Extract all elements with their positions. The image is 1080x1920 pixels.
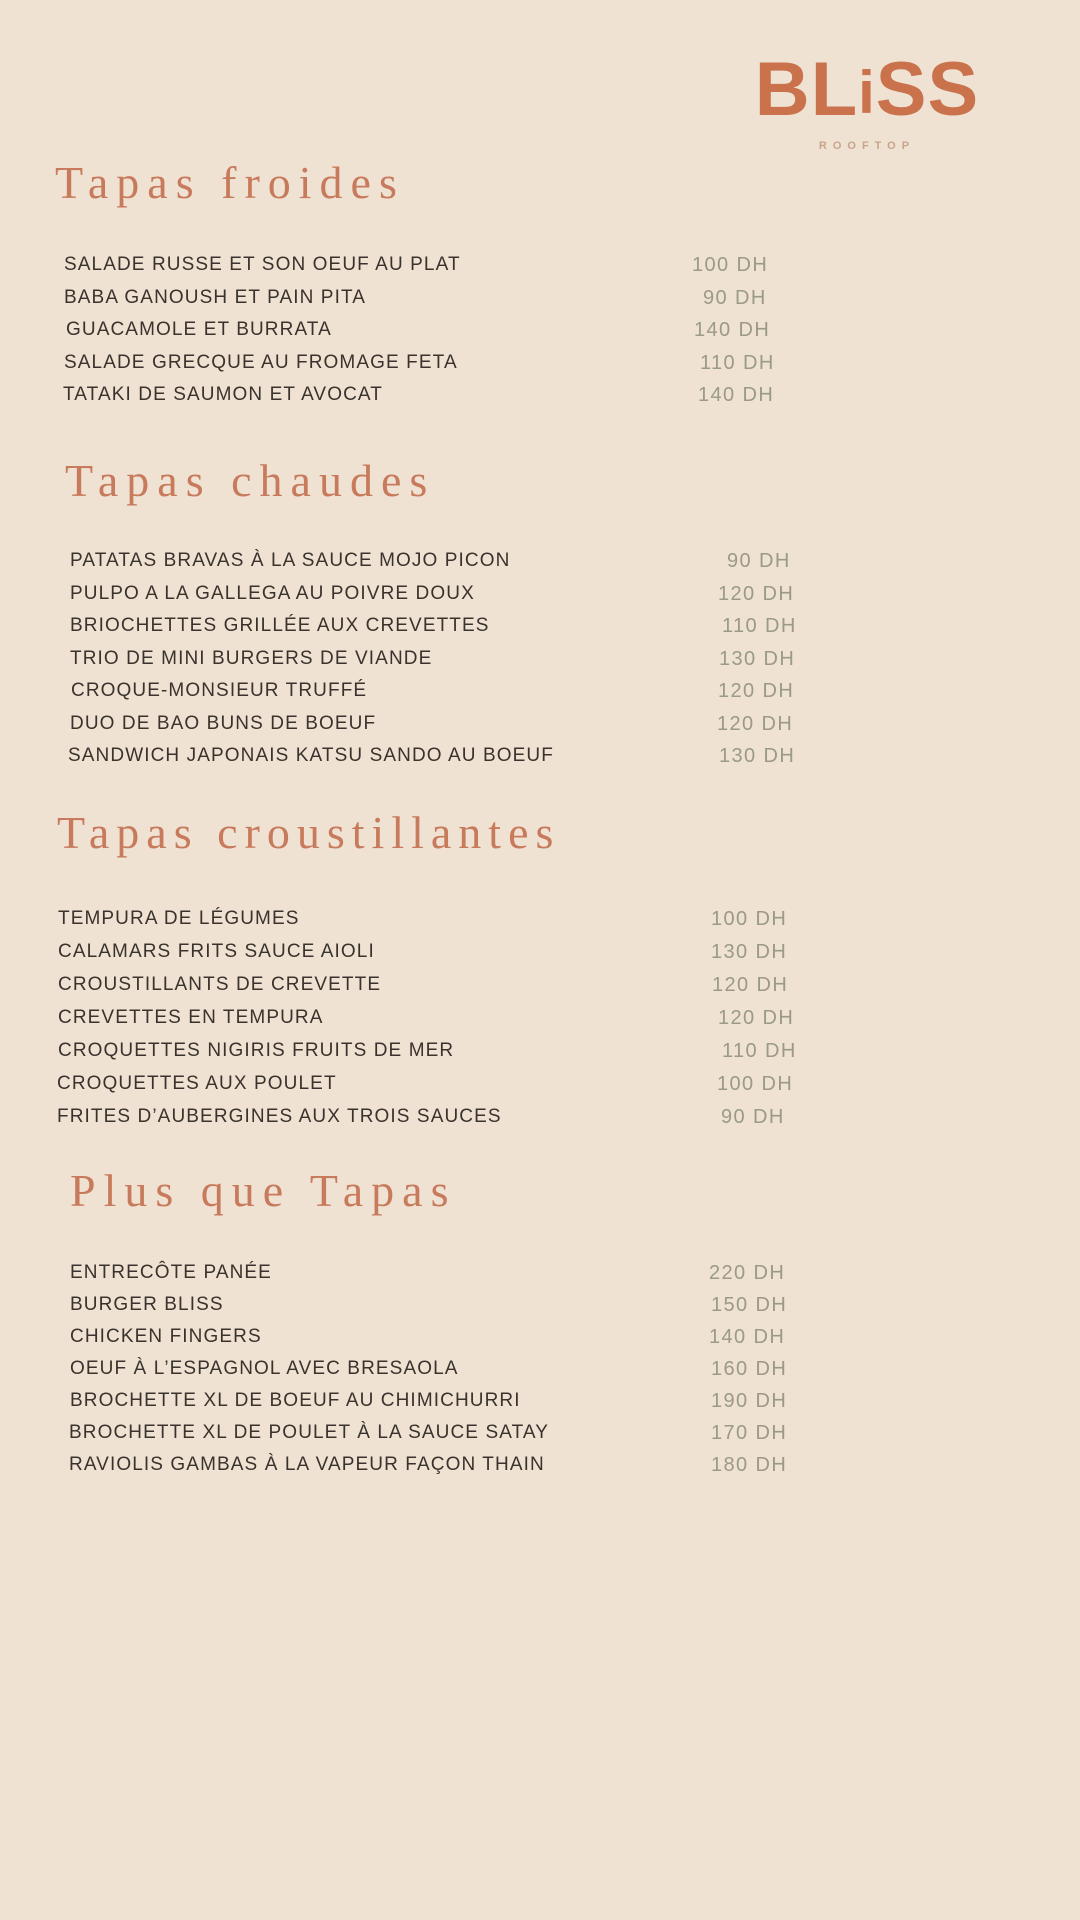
menu-item-row xyxy=(0,745,1080,778)
menu-item-name: GUACAMOLE ET BURRATA xyxy=(66,319,332,340)
menu-item-price: 130 DH xyxy=(711,941,788,963)
menu-item-name: CROUSTILLANTS DE CREVETTE xyxy=(58,974,382,995)
menu-item-list xyxy=(0,550,1080,778)
menu-item-row xyxy=(0,1358,1080,1390)
menu-item-price: 100 DH xyxy=(692,254,769,276)
menu-section-tapas-froides xyxy=(0,157,1080,417)
menu-item-price: 140 DH xyxy=(709,1326,786,1348)
menu-item-row xyxy=(0,583,1080,616)
menu-item-name: PATATAS BRAVAS À LA SAUCE MOJO PICON xyxy=(70,550,511,571)
menu-item-row xyxy=(0,1262,1080,1294)
menu-item-name: SALADE GRECQUE AU FROMAGE FETA xyxy=(64,351,458,373)
menu-item-price: 130 DH xyxy=(719,647,796,670)
menu-item-row xyxy=(0,319,1080,352)
menu-item-price: 90 DH xyxy=(721,1106,785,1128)
menu-item-name: RAVIOLIS GAMBAS À LA VAPEUR FAÇON THAIN xyxy=(69,1454,545,1475)
menu-item-list xyxy=(0,1262,1080,1486)
menu-item-row xyxy=(0,1106,1080,1139)
logo-letter-i: i xyxy=(858,59,876,126)
menu-item-name: CREVETTES EN TEMPURA xyxy=(58,1007,324,1028)
menu-item-name: SANDWICH JAPONAIS KATSU SANDO AU BOEUF xyxy=(68,745,554,766)
menu-item-price: 190 DH xyxy=(711,1390,788,1412)
menu-item-price: 110 DH xyxy=(722,615,797,637)
logo-letter-b: B xyxy=(754,47,811,132)
menu-item-price: 160 DH xyxy=(711,1358,788,1380)
menu-item-name: BABA GANOUSH ET PAIN PITA xyxy=(64,286,367,308)
menu-item-price: 90 DH xyxy=(727,550,791,572)
menu-item-name: CHICKEN FINGERS xyxy=(70,1326,262,1347)
menu-item-name: CALAMARS FRITS SAUCE AIOLI xyxy=(58,941,375,962)
menu-item-row xyxy=(0,1422,1080,1454)
section-heading: Plus que Tapas xyxy=(70,1165,457,1216)
menu-item-name: TATAKI DE SAUMON ET AVOCAT xyxy=(63,384,383,405)
menu-item-row xyxy=(0,713,1080,746)
menu-item-price: 130 DH xyxy=(719,745,796,767)
menu-item-list xyxy=(0,908,1080,1139)
menu-item-name: BROCHETTE XL DE BOEUF AU CHIMICHURRI xyxy=(70,1390,521,1411)
menu-item-row xyxy=(0,287,1080,320)
menu-item-price: 170 DH xyxy=(711,1422,788,1444)
menu-item-name: TEMPURA DE LÉGUMES xyxy=(58,908,300,929)
logo-subtitle: ROOFTOP xyxy=(818,140,916,152)
menu-item-price: 220 DH xyxy=(709,1262,786,1284)
menu-item-row xyxy=(0,1294,1080,1326)
menu-item-name: FRITES D’AUBERGINES AUX TROIS SAUCES xyxy=(57,1106,502,1127)
menu-item-row xyxy=(0,1040,1080,1073)
menu-section-tapas-chaudes xyxy=(0,455,1080,778)
menu-item-name: BROCHETTE XL DE POULET À LA SAUCE SATAY xyxy=(69,1422,550,1443)
menu-item-name: BURGER BLISS xyxy=(70,1294,224,1315)
menu-item-name: PULPO A LA GALLEGA AU POIVRE DOUX xyxy=(70,582,475,604)
menu-item-row xyxy=(0,648,1080,681)
section-heading: Tapas froides xyxy=(55,157,405,208)
menu-item-row xyxy=(0,550,1080,583)
menu-item-row xyxy=(0,615,1080,648)
logo-letter-l: L xyxy=(810,47,859,132)
logo-letter-s1: S xyxy=(875,47,928,132)
menu-item-name: BRIOCHETTES GRILLÉE AUX CREVETTES xyxy=(70,615,490,636)
menu-item-row xyxy=(0,384,1080,417)
menu-item-price: 120 DH xyxy=(718,582,795,605)
menu-item-name: DUO DE BAO BUNS DE BOEUF xyxy=(70,712,377,734)
menu-item-price: 180 DH xyxy=(711,1454,788,1476)
menu-item-list xyxy=(0,254,1080,417)
menu-item-row xyxy=(0,1390,1080,1422)
menu-section-tapas-croustillantes xyxy=(0,807,1080,1139)
menu-item-price: 120 DH xyxy=(718,680,795,702)
menu-item-name: CROQUETTES AUX POULET xyxy=(57,1073,337,1094)
menu-item-row xyxy=(0,1454,1080,1486)
menu-item-price: 140 DH xyxy=(694,319,771,341)
menu-item-row xyxy=(0,680,1080,713)
menu-item-price: 90 DH xyxy=(703,286,767,309)
menu-item-row xyxy=(0,974,1080,1007)
menu-item-price: 150 DH xyxy=(711,1294,788,1316)
menu-item-name: CROQUE-MONSIEUR TRUFFÉ xyxy=(71,680,368,701)
menu-item-name: CROQUETTES NIGIRIS FRUITS DE MER xyxy=(58,1040,455,1061)
menu-item-row xyxy=(0,1007,1080,1040)
logo-letter-s2: S xyxy=(927,47,980,132)
menu-item-name: ENTRECÔTE PANÉE xyxy=(70,1262,272,1283)
brand-logo xyxy=(752,47,982,152)
menu-item-price: 140 DH xyxy=(698,384,775,406)
menu-item-row xyxy=(0,941,1080,974)
menu-item-row xyxy=(0,908,1080,941)
menu-item-price: 110 DH xyxy=(722,1040,797,1062)
menu-item-name: TRIO DE MINI BURGERS DE VIANDE xyxy=(70,647,433,669)
menu-section-plus-que-tapas xyxy=(0,1165,1080,1486)
section-heading: Tapas croustillantes xyxy=(57,807,561,858)
menu-item-name: SALADE RUSSE ET SON OEUF AU PLAT xyxy=(64,254,461,275)
menu-item-price: 110 DH xyxy=(700,351,775,374)
menu-item-price: 120 DH xyxy=(712,974,789,996)
menu-item-price: 120 DH xyxy=(718,1007,795,1029)
menu-item-row xyxy=(0,352,1080,385)
menu-item-price: 100 DH xyxy=(717,1073,794,1095)
menu-item-price: 120 DH xyxy=(717,712,794,735)
menu-item-row xyxy=(0,1073,1080,1106)
menu-item-row xyxy=(0,1326,1080,1358)
menu-item-name: OEUF À L’ESPAGNOL AVEC BRESAOLA xyxy=(70,1358,459,1379)
menu-item-price: 100 DH xyxy=(711,908,788,930)
logo-wordmark xyxy=(752,47,982,132)
section-heading: Tapas chaudes xyxy=(65,455,436,506)
menu-item-row xyxy=(0,254,1080,287)
